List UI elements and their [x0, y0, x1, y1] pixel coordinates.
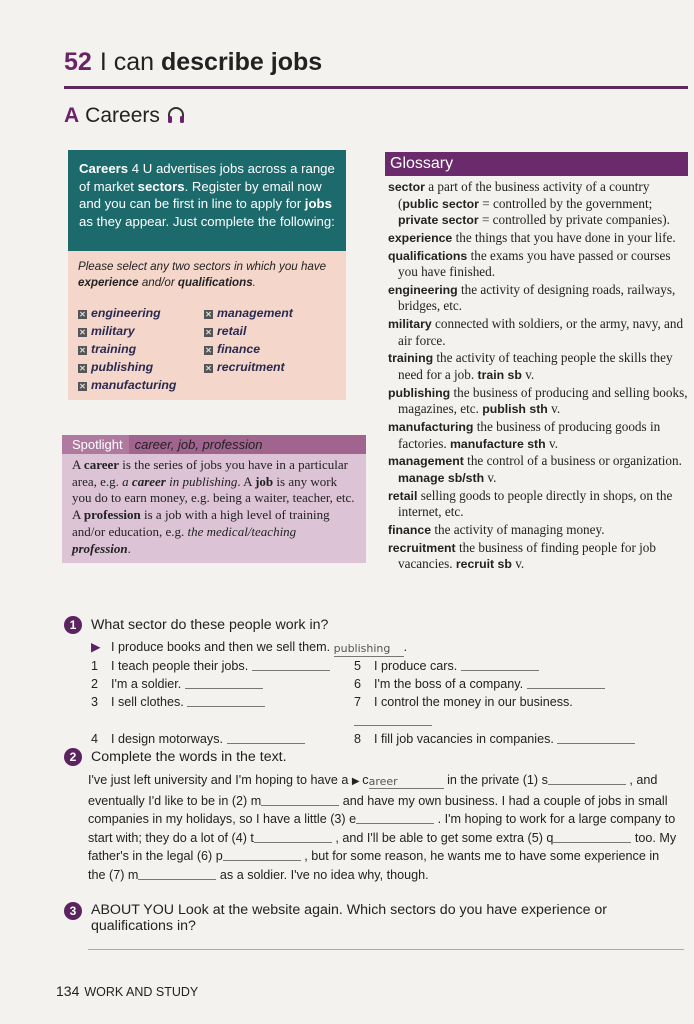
item-number: 1 — [91, 659, 99, 673]
option-label: recruitment — [217, 360, 285, 374]
text-run: and have my own business. I had a couple of jobs in small companies in my holidays, so I have a little (3) e — [88, 793, 668, 827]
spotlight-tag: Spotlight — [62, 435, 129, 454]
answer-blank[interactable] — [354, 714, 432, 726]
glossary-entry — [388, 522, 688, 539]
options-right — [204, 304, 330, 394]
answer-blank[interactable] — [185, 677, 263, 689]
text-run: the activity of managing money. — [431, 521, 605, 537]
text-run: the business of finding people for job vacancies. — [398, 539, 656, 572]
answer-blank[interactable] — [223, 849, 301, 861]
text-run: 4 U advertises jobs across a range of market — [79, 161, 335, 194]
glossary-entry — [388, 419, 688, 452]
bold-term: recruit sb — [455, 557, 512, 572]
checkbox-icon[interactable]: ✕ — [79, 382, 86, 391]
text-run: is a job with a high level of training and/or education, e.g. — [72, 507, 330, 539]
text-run: Please select any two sectors in which you have — [78, 260, 327, 273]
text-run: in publishing — [165, 473, 238, 489]
headphones-icon[interactable] — [166, 106, 186, 130]
option-label: military — [91, 324, 135, 338]
exercise-item — [354, 693, 654, 729]
exercise-1 — [64, 616, 684, 748]
item-number: 8 — [354, 731, 362, 746]
checkbox-icon[interactable]: ✕ — [205, 310, 212, 319]
checkbox-icon[interactable]: ✕ — [79, 310, 86, 319]
exercise-item — [354, 657, 654, 675]
text-run: , but for some reason, he wants me to have some experience in the (7) m — [88, 849, 660, 882]
exercise-heading: ABOUT YOU Look at the website again. Which sectors do you have experience or qualifications in? — [91, 902, 608, 934]
text-run: v. — [545, 435, 559, 451]
option-label: management — [217, 306, 293, 320]
text-run: and eventually I'd like to be in (2) m — [88, 773, 658, 808]
answer-line[interactable] — [88, 942, 684, 950]
glossary-entry — [388, 453, 688, 486]
text-run: A — [72, 457, 84, 472]
exercise-number: 3 — [64, 902, 82, 920]
glossary-entry — [388, 488, 688, 521]
bold-term: job — [255, 473, 274, 489]
bold-term: retail — [388, 488, 418, 503]
sector-option-military[interactable] — [78, 322, 204, 340]
option-label: retail — [217, 324, 247, 338]
page-number: 134 — [56, 983, 80, 999]
bold-term: career — [131, 473, 166, 489]
text-run: the business of producing goods in factories. — [398, 419, 661, 451]
answer-blank[interactable] — [252, 659, 330, 671]
bold-term: career — [83, 457, 120, 472]
bold-term: jobs — [304, 196, 332, 211]
glossary-entry — [388, 282, 688, 315]
answer-blank[interactable] — [527, 677, 605, 689]
bold-term: profession — [83, 507, 141, 523]
text-run: is the series of jobs you have in a particular area, e.g. — [72, 457, 348, 489]
text-run: too. My father's in the legal (6) p — [88, 830, 677, 864]
text-run: . I'm hoping to work for a large company to start with; they do a lot of (4) t — [88, 812, 676, 845]
bold-term: private sector — [398, 213, 479, 227]
text-run: = controlled by private companies). — [478, 212, 670, 227]
sector-option-finance[interactable] — [204, 340, 330, 358]
bold-term: recruitment — [388, 540, 456, 555]
spotlight-body — [62, 454, 366, 557]
advert-intro — [68, 150, 346, 251]
section-heading — [64, 104, 186, 130]
answer-blank[interactable]: areer — [369, 777, 444, 789]
item-number: 5 — [354, 659, 362, 673]
options-left — [78, 304, 204, 394]
glossary-entry — [388, 385, 688, 418]
answer-blank[interactable] — [138, 868, 216, 880]
sector-option-retail[interactable] — [204, 322, 330, 340]
text-run: in the private (1) s — [443, 773, 548, 787]
bold-term: publishing — [388, 385, 451, 400]
exercise-item — [91, 675, 354, 693]
item-text: I design motorways. — [111, 731, 223, 746]
glossary-entry — [388, 350, 688, 383]
bold-term: qualifications — [388, 248, 468, 263]
spotlight-box — [62, 435, 366, 563]
sector-option-management[interactable] — [204, 304, 330, 322]
item-number: 4 — [91, 731, 99, 746]
checkbox-icon[interactable]: ✕ — [205, 328, 212, 337]
glossary-entry — [388, 248, 688, 281]
careers-advert — [68, 150, 346, 400]
checkbox-icon[interactable]: ✕ — [79, 364, 86, 373]
example-item: ▶ I produce books and then we sell them. publishing . — [91, 640, 408, 655]
bold-term: Careers — [79, 161, 129, 176]
glossary-entry — [388, 316, 688, 349]
spotlight-topic: career, job, profession — [134, 437, 263, 452]
answer-blank[interactable] — [356, 812, 434, 824]
glossary-entry — [388, 540, 688, 573]
text-run: . — [252, 276, 256, 289]
bold-term: profession — [72, 540, 128, 556]
text-run: = controlled by the government; — [478, 195, 653, 211]
exercise-heading: What sector do these people work in? — [91, 617, 329, 633]
checkbox-icon[interactable]: ✕ — [79, 346, 86, 355]
answer-blank[interactable] — [548, 773, 626, 785]
item-number: 7 — [354, 695, 362, 710]
title-plain: I can — [99, 48, 155, 76]
text-run: the medical/teaching — [187, 523, 297, 539]
text-run: v. — [484, 469, 497, 485]
sector-option-publishing[interactable] — [78, 358, 204, 376]
sector-option-engineering[interactable] — [78, 304, 204, 322]
footer-section: WORK AND STUDY — [84, 985, 199, 999]
item-text: I fill job vacancies in companies. — [374, 731, 554, 746]
item-number: 6 — [354, 677, 362, 692]
advert-instruction — [78, 259, 336, 291]
option-label: training — [91, 342, 137, 356]
title-bold: describe jobs — [160, 48, 323, 76]
text-run: the activity of teaching people the skills they need for a job. — [398, 350, 673, 382]
answer-blank[interactable] — [187, 695, 265, 707]
text-run: a — [122, 473, 132, 489]
text-run: and/or — [138, 276, 178, 289]
item-text: I control the money in our business. — [374, 695, 573, 710]
bold-term: experience — [78, 276, 139, 289]
text-run: . Register by email now and you can be first in line to apply for — [79, 178, 322, 211]
glossary — [385, 152, 688, 574]
exercise-item — [354, 675, 654, 693]
text-run: the activity of designing roads, railways, bridges, etc. — [398, 281, 676, 314]
gap-fill-text — [88, 771, 678, 885]
text-run: the things that you have done in your life. — [452, 229, 676, 245]
bold-term: experience — [388, 230, 453, 245]
bold-term: sector — [388, 180, 425, 194]
sector-option-training[interactable] — [78, 340, 204, 358]
answer-blank[interactable] — [227, 732, 305, 744]
bold-term: management — [388, 454, 464, 469]
exercise-item — [91, 730, 354, 748]
text-run: the control of a business or organization. — [463, 453, 682, 469]
answer-blank[interactable] — [254, 831, 332, 843]
checkbox-icon[interactable]: ✕ — [205, 346, 212, 355]
sector-option-recruitment[interactable] — [204, 358, 330, 376]
bold-term: sectors — [137, 178, 185, 194]
bold-term: manufacturing — [388, 420, 474, 435]
text-run: the exams you have passed or courses you have finished. — [398, 247, 671, 280]
glossary-entry — [388, 230, 688, 247]
answer-blank[interactable] — [261, 794, 339, 806]
bold-term: publish sth — [482, 402, 548, 417]
item-number: 2 — [91, 677, 99, 692]
exercise-number: 2 — [64, 748, 82, 766]
example-answer[interactable]: publishing — [334, 644, 404, 657]
bold-term: military — [388, 317, 432, 332]
text-run: v. — [547, 401, 561, 417]
exercise-item — [354, 730, 654, 748]
text-run: a part of the business activity of a country ( — [398, 179, 650, 211]
item-text: I'm the boss of a company. — [374, 677, 524, 692]
item-text: I teach people their jobs. — [111, 659, 249, 673]
exercise-item — [91, 657, 354, 675]
exercise-item — [91, 693, 354, 729]
footer — [56, 983, 198, 999]
item-number: 3 — [91, 695, 99, 710]
glossary-entry — [388, 179, 688, 229]
option-label: engineering — [91, 306, 161, 320]
bold-term: train sb — [477, 367, 522, 382]
page-title — [64, 48, 322, 77]
section-title: Careers — [85, 104, 160, 127]
option-label: manufacturing — [91, 378, 177, 392]
text-run: as they appear. Just complete the following: — [79, 213, 335, 229]
exercise-2 — [64, 748, 684, 885]
bold-term: qualifications — [177, 276, 253, 289]
answer-blank[interactable] — [553, 831, 631, 843]
text-run: c — [362, 773, 369, 787]
bold-term: public sector — [402, 196, 479, 211]
bold-term: manage sb/sth — [398, 470, 485, 485]
text-run: v. — [521, 366, 535, 382]
title-rule — [64, 86, 688, 89]
answer-blank[interactable] — [557, 732, 635, 744]
answer-blank[interactable] — [461, 659, 539, 671]
example-arrow-icon: ▶ — [351, 776, 363, 787]
text-run: connected with soldiers, or the army, navy, and air force. — [398, 316, 684, 348]
sector-option-manufacturing[interactable] — [78, 376, 204, 394]
bold-term: training — [388, 351, 434, 366]
option-label: publishing — [91, 360, 154, 374]
unit-number: 52 — [64, 48, 92, 76]
section-letter: A — [64, 104, 80, 127]
option-label: finance — [217, 342, 261, 356]
text-run: selling goods to people directly in shops, on the internet, etc. — [398, 487, 673, 520]
text-run: , and I'll be able to get some extra (5) q — [331, 830, 554, 845]
text-run: . A — [237, 473, 256, 489]
text-run: . — [127, 540, 131, 556]
text-run: , — [625, 773, 633, 787]
bold-term: engineering — [388, 282, 458, 297]
exercise-3 — [64, 902, 684, 950]
checkbox-icon[interactable]: ✕ — [79, 328, 86, 337]
checkbox-icon[interactable]: ✕ — [205, 364, 212, 373]
text-run: v. — [511, 556, 525, 572]
text-run: I've just left university and I'm hoping to have a — [88, 773, 352, 787]
bold-term: finance — [388, 522, 432, 537]
item-text: I produce cars. — [374, 659, 458, 673]
exercise-number: 1 — [64, 616, 82, 634]
bold-term: manufacture sth — [450, 436, 546, 451]
glossary-title: Glossary — [385, 152, 688, 176]
item-text: I sell clothes. — [111, 695, 184, 710]
example-text: I produce books and then we sell them. — [111, 640, 331, 654]
text-run: the business of producing and selling books, magazines, etc. — [398, 384, 688, 417]
text-run: is any work you do to earn money, e.g. being a waiter, teacher, etc. A — [72, 473, 355, 523]
text-run: as a soldier. I've no idea why, though. — [216, 867, 429, 882]
item-text: I'm a soldier. — [111, 677, 182, 692]
exercise-heading: Complete the words in the text. — [91, 749, 287, 765]
